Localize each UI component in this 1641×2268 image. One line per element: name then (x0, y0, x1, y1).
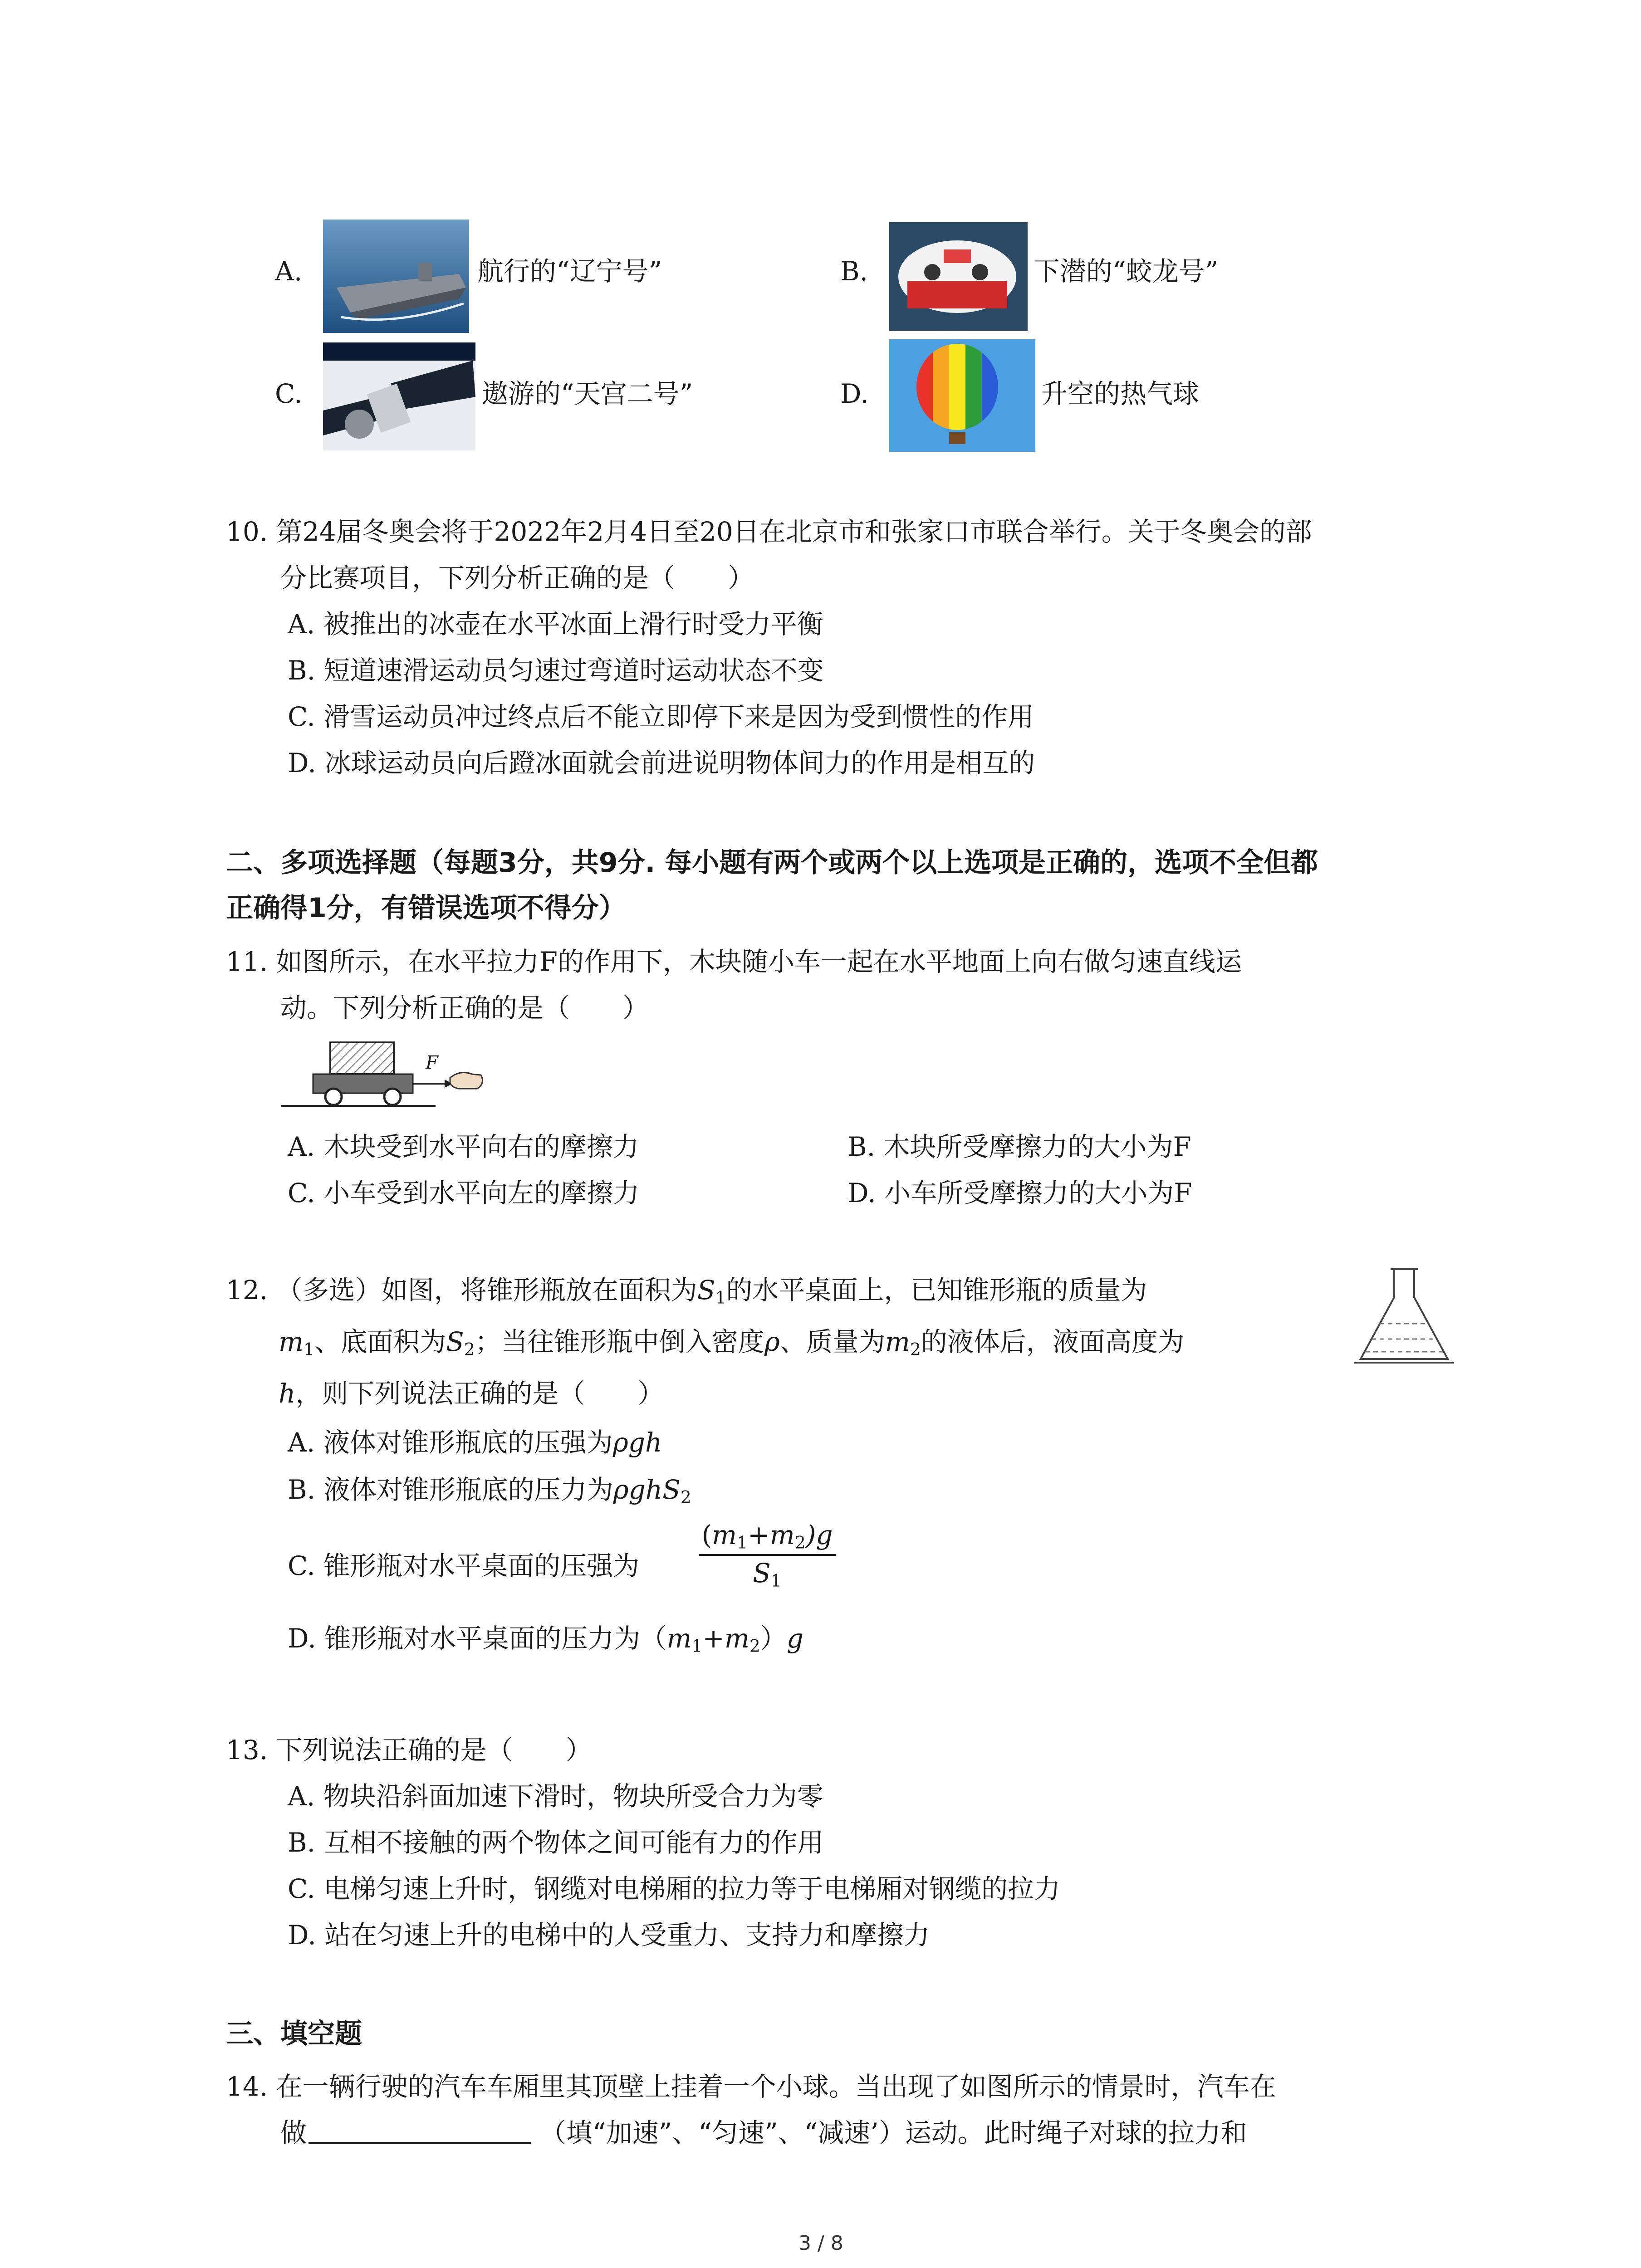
option-text: A. 液体对锥形瓶底的压强为 (288, 1427, 613, 1458)
q12-text: 的液体后，液面高度为 (921, 1326, 1184, 1357)
q9-option-a-text: 航行的“辽宁号” (477, 256, 662, 287)
fraction-numerator (699, 1520, 836, 1556)
symbol: S (446, 1326, 464, 1357)
section2-heading-line2: 正确得1分，有错误选项不得分） (226, 892, 626, 924)
q10-stem-line1: 10. 第24届冬奥会将于2022年2月4日至20日在北京市和张家口市联合举行。关于冬奥会的部 (226, 516, 1312, 547)
subscript: 1 (691, 1636, 703, 1656)
q10-option-d: D. 冰球运动员向后蹬冰面就会前进说明物体间力的作用是相互的 (288, 748, 1035, 778)
q10-option-b: B. 短道速滑运动员匀速过弯道时运动状态不变 (288, 655, 824, 686)
subscript: 1 (304, 1339, 314, 1359)
q11-option-a: A. 木块受到水平向右的摩擦力 (288, 1131, 639, 1162)
force-label: F (426, 1052, 438, 1073)
q12-stem-line1 (226, 1272, 1147, 1315)
q12-text: 、质量为 (779, 1326, 885, 1357)
q12-text: 、底面积为 (314, 1326, 446, 1357)
q10-option-c: C. 滑雪运动员冲过终点后不能立即停下来是因为受到惯性的作用 (288, 701, 1034, 732)
subscript: 2 (794, 1532, 806, 1553)
q9-option-b-text: 下潜的“蛟龙号” (1034, 256, 1219, 287)
q9-option-d-letter: D. (840, 378, 869, 409)
conical-flask-figure (1354, 1261, 1454, 1370)
symbol: h (279, 1378, 296, 1409)
q12-stem-line3 (279, 1375, 664, 1412)
q12-text: （多选）如图，将锥形瓶放在面积为 (276, 1275, 697, 1305)
subscript: 2 (910, 1339, 921, 1359)
symbol: m (666, 1623, 692, 1654)
symbol: m (712, 1520, 737, 1550)
q11-stem-line2: 动。下列分析正确的是（ ） (280, 992, 649, 1023)
q12-option-b (288, 1471, 691, 1515)
q13-option-c: C. 电梯匀速上升时，钢缆对电梯厢的拉力等于电梯厢对钢缆的拉力 (288, 1873, 1061, 1904)
q9-option-a-letter: A. (275, 256, 303, 287)
q12-number: 12. (226, 1275, 268, 1305)
formula: ρgh (612, 1427, 662, 1458)
q14-stem-line1: 14. 在一辆行驶的汽车车厢里其顶壁上挂着一个小球。当出现了如图所示的情景时，汽车在 (226, 2071, 1276, 2102)
q12-text: ；当往锥形瓶中倒入密度 (475, 1326, 764, 1357)
q11-option-b: B. 木块所受摩擦力的大小为F (847, 1131, 1191, 1162)
symbol: m (885, 1326, 910, 1357)
section2-heading-line1: 二、多项选择题（每题3分，共9分. 每小题有两个或两个以上选项是正确的，选项不全但都 (226, 847, 1318, 879)
space-station-image (323, 342, 475, 450)
paren: ( (701, 1520, 712, 1550)
submersible-image (889, 222, 1028, 331)
symbol: S (753, 1558, 771, 1589)
q12-text: ，则下列说法正确的是（ ） (295, 1378, 664, 1409)
aircraft-carrier-image (323, 220, 469, 333)
cart-block-figure (281, 1038, 490, 1115)
q12-stem-line2 (279, 1324, 1184, 1367)
q11-stem-line1: 11. 如图所示，在水平拉力F的作用下，木块随小车一起在水平地面上向右做匀速直线运 (226, 946, 1242, 977)
option-text: C. 锥形瓶对水平桌面的压强为 (288, 1550, 640, 1581)
q11-option-d: D. 小车所受摩擦力的大小为F (847, 1178, 1192, 1208)
symbol: m (724, 1623, 749, 1654)
formula: ρghS (613, 1474, 681, 1505)
q14-stem-line2b: （填“加速”、“匀速”、“减速’）运动。此时绳子对球的拉力和 (540, 2117, 1247, 2148)
subscript: 1 (715, 1287, 726, 1308)
plus-sign: + (702, 1623, 725, 1654)
subscript: 2 (680, 1487, 691, 1507)
paren: )g (805, 1520, 833, 1550)
q9-option-b-letter: B. (840, 256, 868, 287)
q13-option-d: D. 站在匀速上升的电梯中的人受重力、支持力和摩擦力 (288, 1920, 930, 1950)
subscript: 1 (770, 1570, 782, 1591)
q11-option-c: C. 小车受到水平向左的摩擦力 (288, 1178, 640, 1208)
q12-option-a (288, 1424, 662, 1461)
q12-option-d (288, 1620, 803, 1664)
q10-stem-line2: 分比赛项目，下列分析正确的是（ ） (280, 562, 754, 593)
section3-heading: 三、填空题 (226, 2018, 362, 2050)
symbol: g (786, 1623, 804, 1654)
symbol: S (697, 1275, 715, 1305)
q9-option-d-text: 升空的热气球 (1041, 378, 1200, 409)
q10-option-a: A. 被推出的冰壶在水平冰面上滑行时受力平衡 (288, 609, 823, 640)
q14-stem-line2a: 做 (280, 2117, 307, 2148)
subscript: 1 (737, 1532, 748, 1553)
subscript: 2 (464, 1339, 475, 1359)
page-number: 3 / 8 (798, 2232, 843, 2255)
q13-option-b: B. 互相不接触的两个物体之间可能有力的作用 (288, 1827, 824, 1858)
paren: ） (760, 1623, 787, 1654)
q14-answer-blank[interactable] (309, 2142, 531, 2144)
plus-sign: + (748, 1520, 770, 1550)
q13-stem: 13. 下列说法正确的是（ ） (226, 1735, 592, 1765)
q9-option-c-letter: C. (275, 378, 303, 409)
q12-text: 的水平桌面上，已知锥形瓶的质量为 (726, 1275, 1147, 1305)
fraction-denominator (699, 1556, 836, 1590)
symbol: m (279, 1326, 304, 1357)
hot-air-balloon-image (889, 339, 1035, 452)
symbol: ρ (764, 1326, 780, 1357)
q12-option-c (288, 1548, 639, 1584)
q9-option-c-text: 遨游的“天宫二号” (482, 378, 693, 409)
option-text: B. 液体对锥形瓶底的压力为 (288, 1474, 613, 1505)
q13-option-a: A. 物块沿斜面加速下滑时，物块所受合力为零 (288, 1781, 823, 1812)
pressure-fraction (699, 1520, 836, 1591)
symbol: m (769, 1520, 795, 1550)
option-text: D. 锥形瓶对水平桌面的压力为（ (288, 1623, 667, 1654)
subscript: 2 (749, 1636, 760, 1656)
